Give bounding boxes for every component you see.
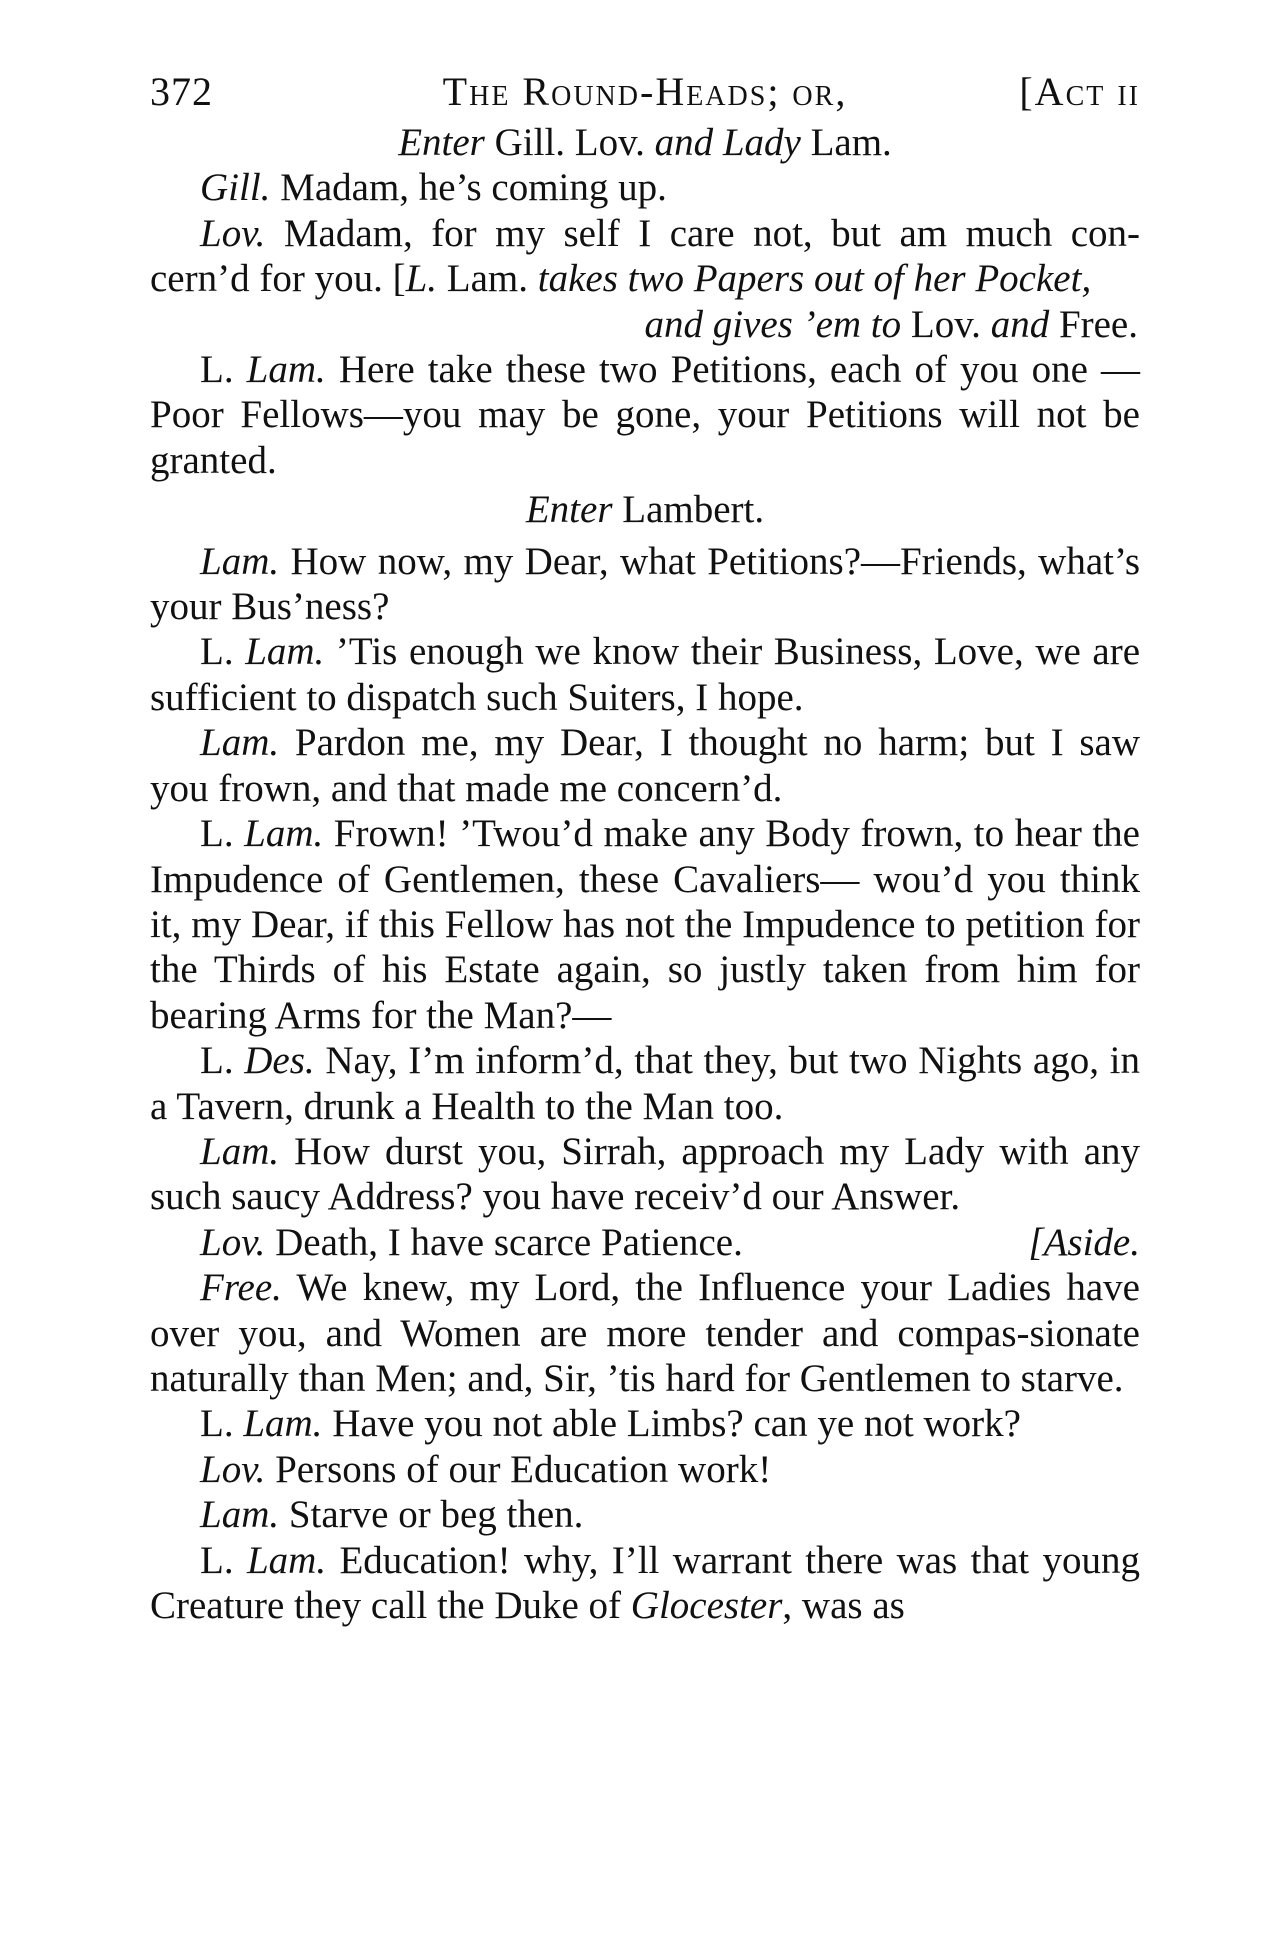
speaker: Gill. xyxy=(200,166,271,210)
speaker: Lam. xyxy=(243,1402,323,1446)
speaker: Lam. xyxy=(244,812,324,856)
speaker: Lam. xyxy=(200,539,280,583)
running-title: The Round-Heads; or, xyxy=(442,69,848,114)
speech xyxy=(150,211,1140,302)
running-header xyxy=(150,66,1140,118)
speech xyxy=(150,347,1140,483)
speaker: Lov. xyxy=(200,211,266,255)
sd-names: Gill. Lov. xyxy=(484,121,655,164)
speech-text: Have you not able Limbs? can ye not work? xyxy=(322,1402,1021,1446)
sd-name: Lov. xyxy=(901,302,991,346)
speaker: Lov. xyxy=(200,1220,266,1264)
stage-direction-enter xyxy=(150,487,1140,532)
speech xyxy=(150,1447,1140,1492)
act-label: [Act ii xyxy=(1019,69,1140,114)
sd-word: and Lady xyxy=(654,121,801,164)
stage-direction-continued xyxy=(150,302,1140,347)
speaker: Lam. xyxy=(200,721,280,765)
speech-text: Pardon me, my Dear, I thought no harm; but I saw you frown, and that made me concern’d. xyxy=(150,721,1140,810)
speech-text: Here take these two Petitions, each of you one —Poor Fellows—you may be gone, your Petitions will not be granted. xyxy=(150,348,1141,482)
page-number: 372 xyxy=(150,69,213,114)
speech xyxy=(150,1265,1140,1401)
aside-direction: [Aside. xyxy=(1028,1220,1140,1264)
sd-text: and gives ’em to xyxy=(644,302,902,346)
speech-text: , was as xyxy=(782,1584,905,1627)
speaker: Lam. xyxy=(200,1129,280,1173)
speech-text: Madam, he’s coming up. xyxy=(270,166,667,210)
stage-direction: takes two Papers out of her Pocket, xyxy=(537,257,1092,301)
sd-text: and xyxy=(990,302,1050,346)
speech-text: Death, I have scarce Patience. xyxy=(265,1220,743,1264)
speech xyxy=(150,1492,1140,1537)
sd-name: L. xyxy=(405,257,438,301)
speaker-prefix: L. xyxy=(200,1402,244,1446)
stage-direction-enter xyxy=(150,120,1140,165)
speech xyxy=(150,1129,1140,1220)
speech xyxy=(150,165,1140,210)
speaker: Lam. xyxy=(200,1493,280,1537)
sd-word: Enter xyxy=(398,121,485,164)
speaker-prefix: L. xyxy=(200,1039,245,1083)
speaker: Des. xyxy=(244,1039,315,1083)
speech-text: ’Tis enough we know their Business, Love, we are sufficient to dispatch such Suiters, I hope. xyxy=(150,630,1140,719)
speech-text: Nay, I’m inform’d, that they, but two Nights ago, in a Tavern, drunk a Health to the Man too. xyxy=(150,1039,1140,1128)
speech-text: How durst you, Sirrah, approach my Lady with any such saucy Address? you have receiv’d our Answer. xyxy=(150,1129,1140,1219)
speech xyxy=(150,1401,1140,1446)
speaker: Lam. xyxy=(246,348,326,392)
sd-word: Enter xyxy=(525,488,613,532)
sd-names: Lambert. xyxy=(612,488,765,532)
speech xyxy=(150,811,1140,1038)
sd-name: Lam. xyxy=(437,257,538,301)
speech-text: Frown! ’Twou’d make any Body frown, to hear the Impudence of Gentlemen, these Cavaliers— wou’d you think it, my Dear, if this Fellow has not the Impudence to petition for the Thirds of his Estate again, so justly taken from him for bearing Arms for the Man?— xyxy=(150,812,1140,1037)
speaker: Lam. xyxy=(246,1538,327,1582)
speaker-prefix: L. xyxy=(200,630,246,674)
speaker-prefix: L. xyxy=(200,348,247,392)
speaker: Free. xyxy=(200,1266,282,1310)
play-text xyxy=(150,120,1140,1628)
speaker: Lov. xyxy=(200,1447,266,1491)
speech-text: Persons of our Education work! xyxy=(265,1447,772,1491)
speaker-prefix: L. xyxy=(200,812,245,856)
speech-text: Education! why, I’ll warrant there was that young Creature they call the Duke of xyxy=(150,1538,1140,1627)
place-name: Glocester xyxy=(630,1584,783,1627)
speech-text: We knew, my Lord, the Influence your Ladies have over you, and Women are more tender and compas-sionate naturally than Men; and, Sir, ’tis hard for Gentlemen to starve. xyxy=(150,1266,1140,1400)
sd-name: Free. xyxy=(1049,302,1138,346)
speech xyxy=(150,539,1140,630)
speech-text: Starve or beg then. xyxy=(279,1493,584,1537)
speech xyxy=(150,1538,1140,1629)
speaker: Lam. xyxy=(245,630,325,674)
speech xyxy=(150,1220,1140,1265)
sd-names: Lam. xyxy=(800,121,892,164)
speech xyxy=(150,1038,1140,1129)
speaker-prefix: L. xyxy=(200,1538,247,1582)
speech xyxy=(150,629,1140,720)
speech xyxy=(150,720,1140,811)
speech-text: How now, my Dear, what Petitions?—Friends, what’s your Bus’ness? xyxy=(150,539,1140,629)
speech-text: Madam, for my self I care not, but am much con-cern’d for you. [ xyxy=(150,211,1140,301)
